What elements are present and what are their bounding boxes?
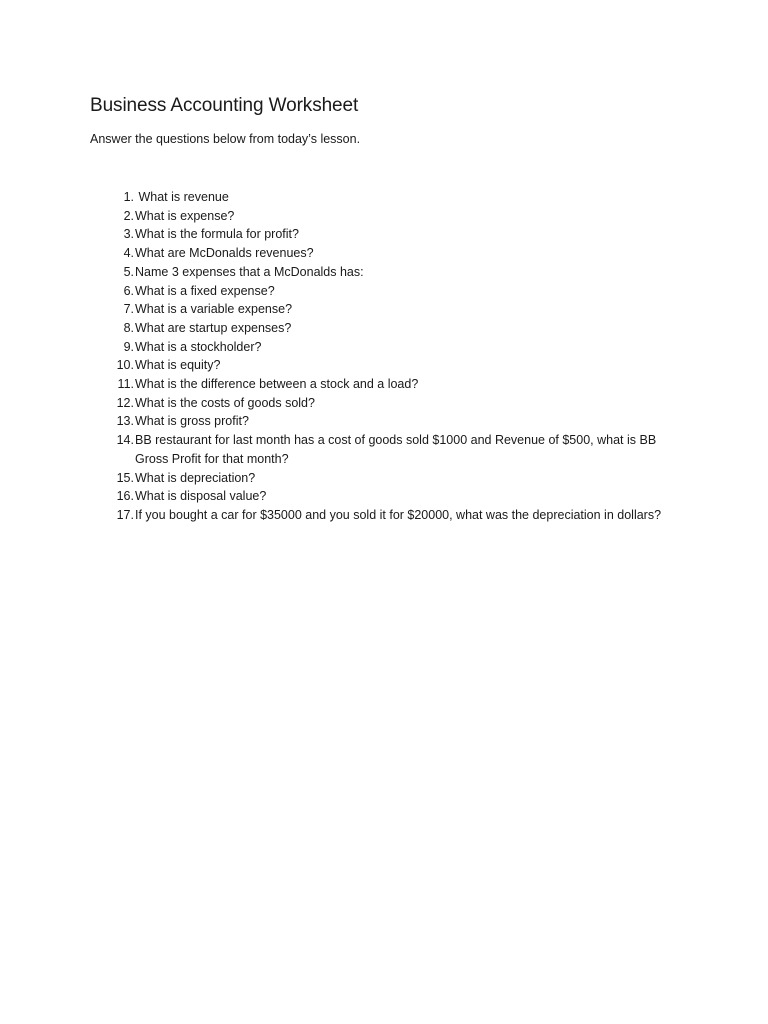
- question-text: What is the costs of goods sold?: [135, 395, 315, 410]
- question-text: What is the difference between a stock and a load?: [135, 377, 419, 392]
- question-item-6: [0, 282, 768, 301]
- instructions-text: Answer the questions below from today’s lesson.: [90, 132, 361, 146]
- question-number: 13.: [116, 414, 134, 429]
- question-item-14: [0, 431, 768, 468]
- question-number: 6.: [123, 283, 134, 298]
- question-list: [0, 188, 768, 525]
- question-text: What are startup expenses?: [135, 320, 292, 335]
- question-item-12: [0, 394, 768, 413]
- question-number: 10.: [116, 358, 134, 373]
- question-item-16: [0, 487, 768, 506]
- question-item-9: [0, 338, 768, 357]
- question-text: What are McDonalds revenues?: [135, 246, 314, 261]
- page-title: Business Accounting Worksheet: [90, 95, 359, 116]
- question-number: 3.: [123, 227, 134, 242]
- question-text: What is a variable expense?: [135, 302, 293, 317]
- question-text: BB restaurant for last month has a cost of goods sold $1000 and Revenue of $500, what is BB Gross Profit for that month?: [135, 433, 660, 466]
- question-text: What is a fixed expense?: [135, 283, 275, 298]
- question-number: 5.: [123, 264, 134, 279]
- question-text: What is revenue: [135, 190, 229, 204]
- question-number: 7.: [123, 302, 134, 317]
- question-item-7: [0, 300, 768, 319]
- question-number: 17.: [116, 507, 134, 522]
- question-number: 16.: [116, 489, 134, 504]
- question-number: 8.: [123, 320, 134, 335]
- question-number: 11.: [117, 377, 134, 392]
- question-item-15: [0, 469, 768, 488]
- question-text: Name 3 expenses that a McDonalds has:: [135, 264, 364, 279]
- question-number: 15.: [116, 470, 134, 485]
- question-item-8: [0, 319, 768, 338]
- question-text: What is the formula for profit?: [135, 227, 299, 242]
- question-number: 9.: [123, 339, 134, 354]
- question-text: What is expense?: [135, 208, 235, 223]
- question-item-13: [0, 412, 768, 431]
- question-item-2: [0, 207, 768, 226]
- question-text: What is depreciation?: [135, 470, 256, 485]
- question-item-11: [0, 375, 768, 394]
- question-number: 12.: [116, 395, 134, 410]
- question-text: What is disposal value?: [135, 489, 267, 504]
- question-item-5: [0, 263, 768, 282]
- question-text: What is gross profit?: [135, 414, 249, 429]
- question-number: 4.: [123, 246, 134, 261]
- question-item-10: [0, 356, 768, 375]
- question-text: What is a stockholder?: [135, 339, 262, 354]
- question-number: 1.: [123, 190, 134, 204]
- question-number: 14.: [116, 433, 134, 448]
- question-text: If you bought a car for $35000 and you sold it for $20000, what was the depreciation in dollars?: [135, 507, 662, 522]
- question-item-1: [0, 188, 768, 207]
- question-item-4: [0, 244, 768, 263]
- question-text: What is equity?: [135, 358, 221, 373]
- question-item-17: [0, 506, 768, 525]
- question-item-3: [0, 225, 768, 244]
- question-number: 2.: [123, 208, 134, 223]
